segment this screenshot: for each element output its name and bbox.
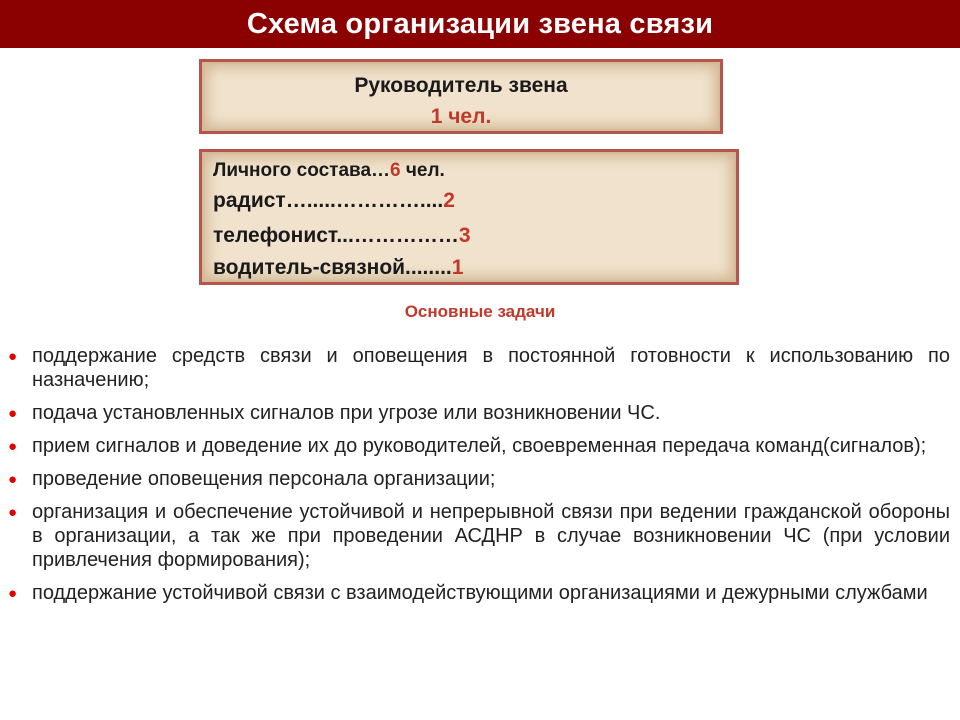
list-item [8, 401, 950, 425]
bullet-icon: ● [8, 438, 18, 455]
bullet-icon: ● [8, 585, 18, 602]
list-item [8, 467, 950, 491]
staff-phone-label: телефонист...…………… [213, 224, 459, 247]
staff-total-value: 6 [390, 160, 401, 181]
list-item [8, 434, 950, 458]
slide-title: Схема организации звена связи [246, 7, 714, 40]
staff-phone-row [213, 224, 471, 248]
task-text: прием сигналов и доведение их до руководителей, своевременная передача команд(сигналов); [32, 435, 927, 457]
bullet-icon: ● [8, 348, 18, 365]
bullet-icon: ● [8, 471, 18, 488]
task-text: проведение оповещения персонала организации; [32, 468, 496, 490]
staff-radio-value: 2 [443, 189, 455, 212]
list-item [8, 344, 950, 392]
leader-count: 1 чел. [430, 105, 492, 128]
task-text: поддержание устойчивой связи с взаимодействующими организациями и дежурными службами [32, 582, 928, 604]
staff-total-row [213, 160, 445, 182]
bullet-icon: ● [8, 405, 18, 422]
task-text: организация и обеспечение устойчивой и непрерывной связи при ведении гражданской обороны в организации, а так же при проведении АСДНР в случае возникновении ЧС (при условии привлечения формирования); [32, 501, 950, 571]
tasks-heading: Основные задачи [404, 302, 556, 321]
staff-driver-row [213, 256, 463, 280]
staff-total-label: Личного состава… [213, 160, 391, 181]
staff-total-unit: чел. [400, 160, 445, 181]
staff-driver-value: 1 [451, 256, 464, 279]
staff-driver-label: водитель-связной........ [213, 256, 452, 279]
title-bar [0, 0, 960, 48]
staff-phone-value: 3 [458, 224, 471, 247]
staff-radio-row [213, 189, 455, 213]
bullet-icon: ● [8, 504, 18, 521]
leader-box [199, 59, 723, 134]
task-text: поддержание средств связи и оповещения в постоянной готовности к использованию по назначению; [32, 345, 950, 391]
task-text: подача установленных сигналов при угрозе или возникновении ЧС. [32, 402, 661, 424]
leader-role: Руководитель звена [354, 74, 568, 97]
list-item [8, 500, 950, 572]
tasks-list [8, 344, 950, 614]
staff-radio-label: радист….....………….... [213, 189, 444, 212]
list-item [8, 581, 950, 605]
staff-box [199, 149, 739, 285]
